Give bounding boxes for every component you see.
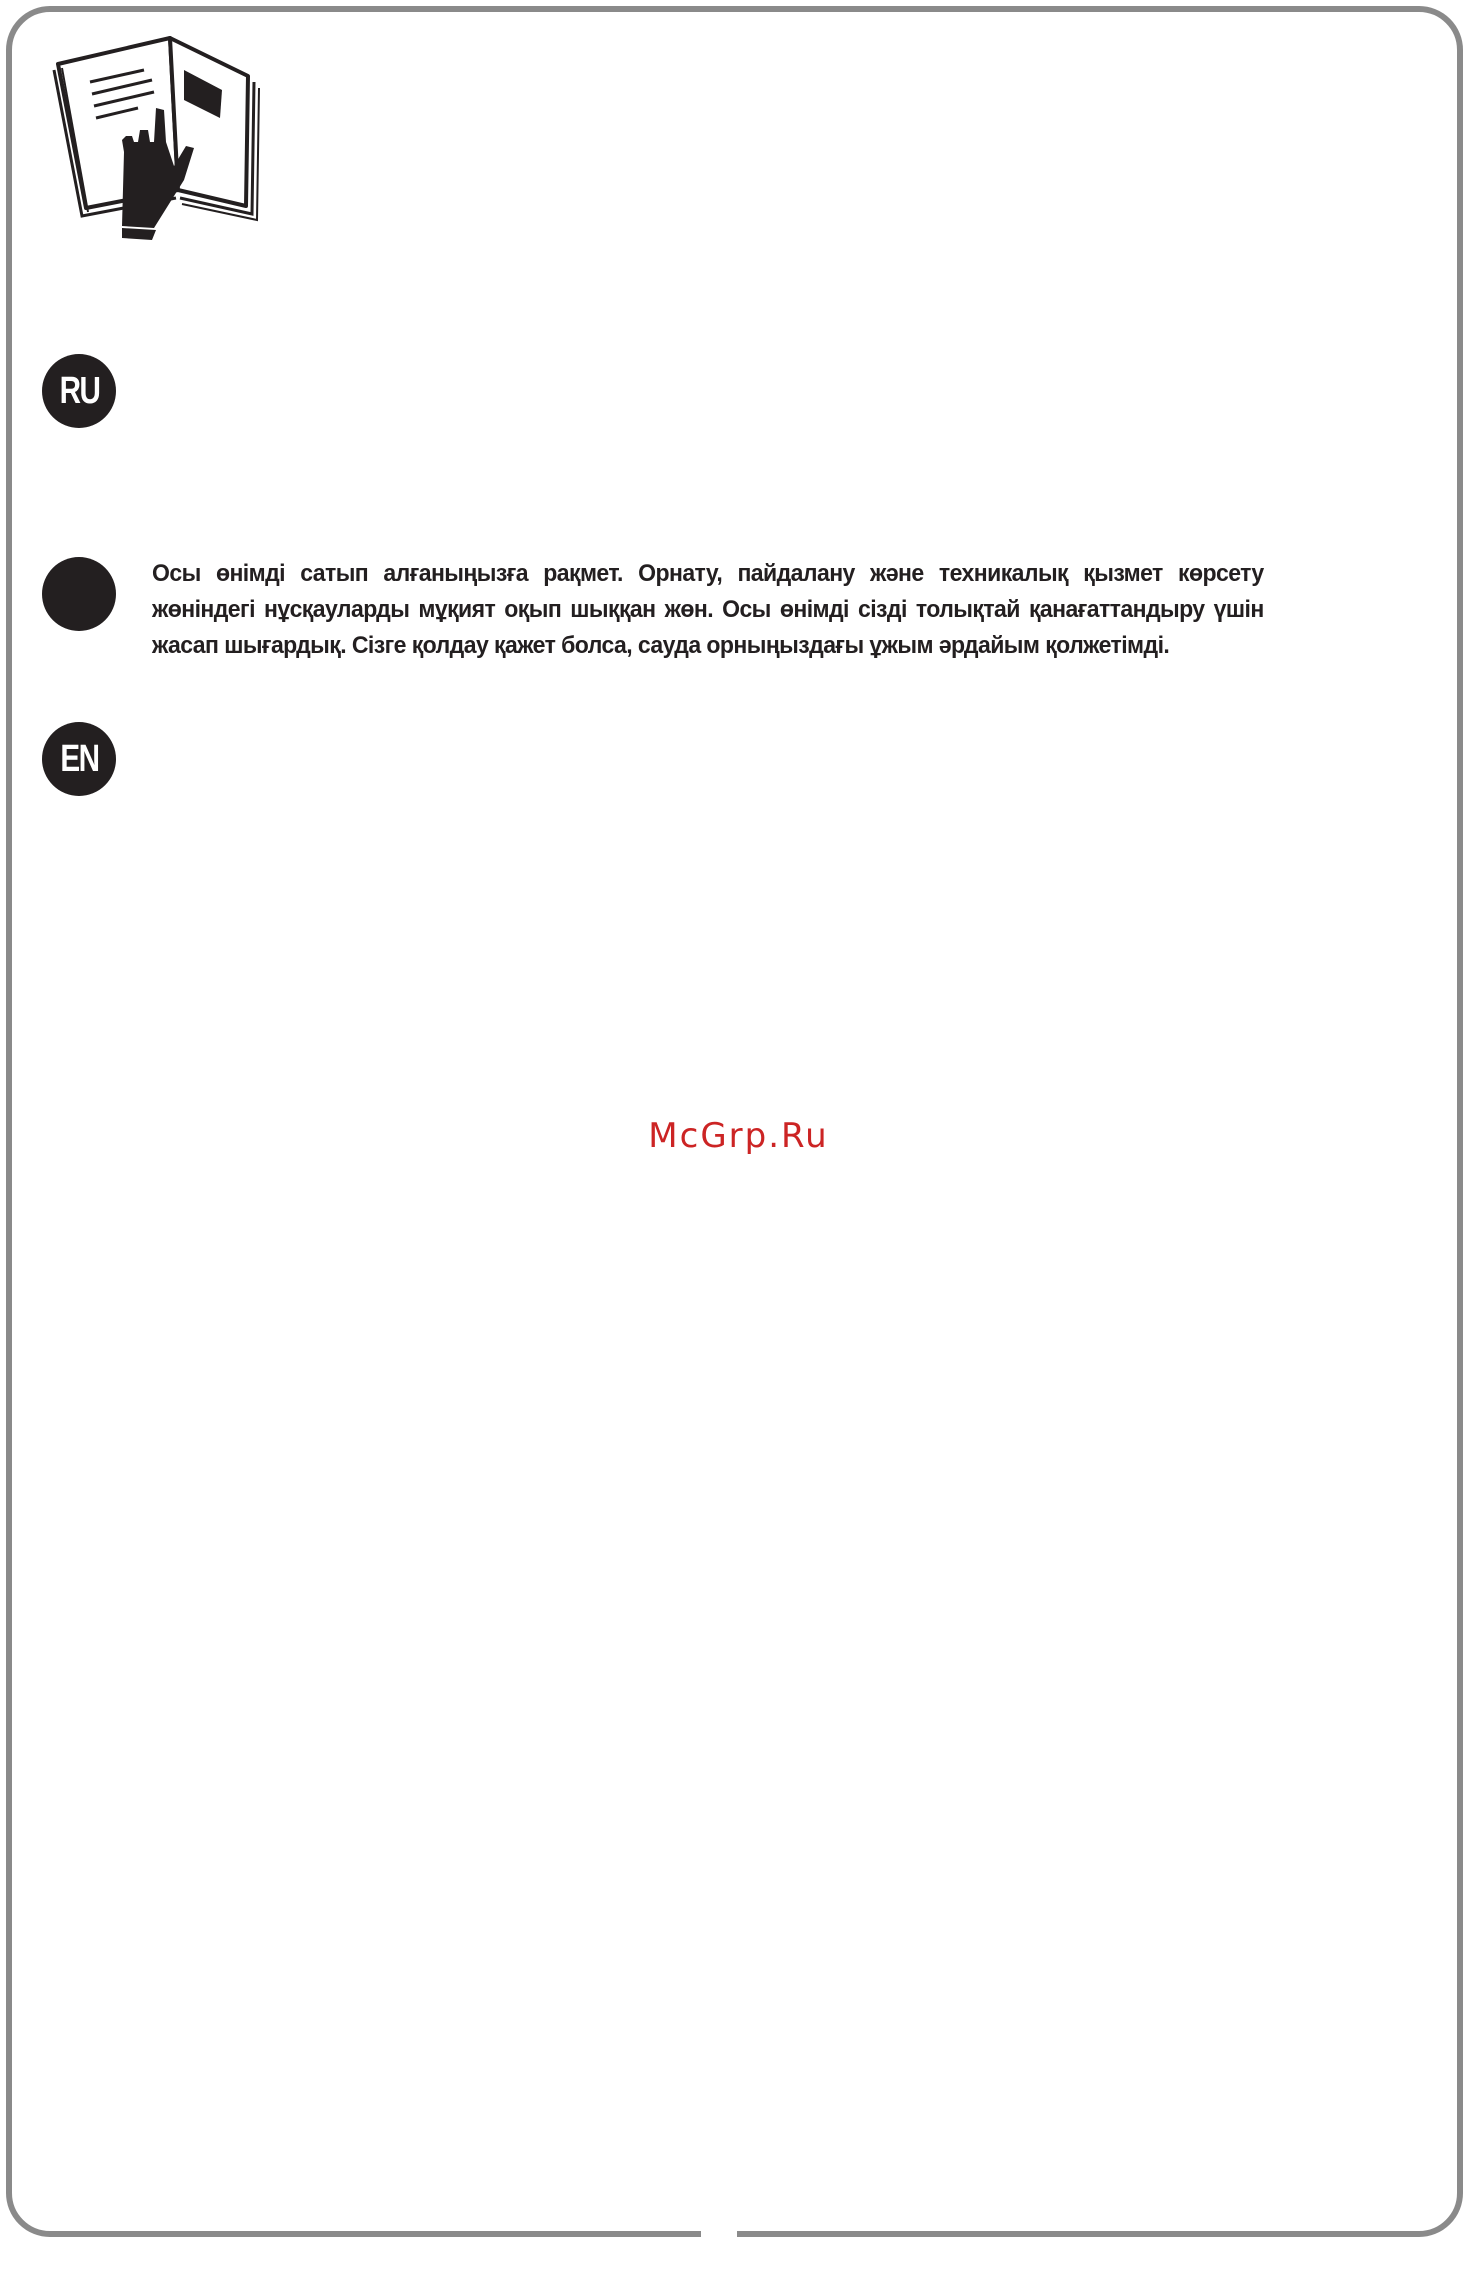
read-manual-icon [52, 30, 264, 250]
lang-badge-en [42, 722, 116, 796]
lang-badge-ru [42, 354, 116, 428]
kz-paragraph: Осы өнімді сатып алғаныңызға рақмет. Орнату, пайдалану және техникалық қызмет көрсету жөніндегі нұсқауларды мұқият оқып шыққан жөн. Осы өнімді сізді толықтай қанағаттандыру үшін жасап шығардық. Сізге қолдау қажет болса, сауда орныңыздағы ұжым әрдайым қолжетімді. [152, 560, 1264, 659]
lang-badge-kz [42, 557, 116, 631]
lang-badge-en-label: EN [59, 737, 99, 780]
frame-gap [701, 2228, 737, 2246]
lang-badge-ru-label: RU [59, 369, 99, 412]
watermark: McGrp.Ru [648, 1116, 829, 1156]
